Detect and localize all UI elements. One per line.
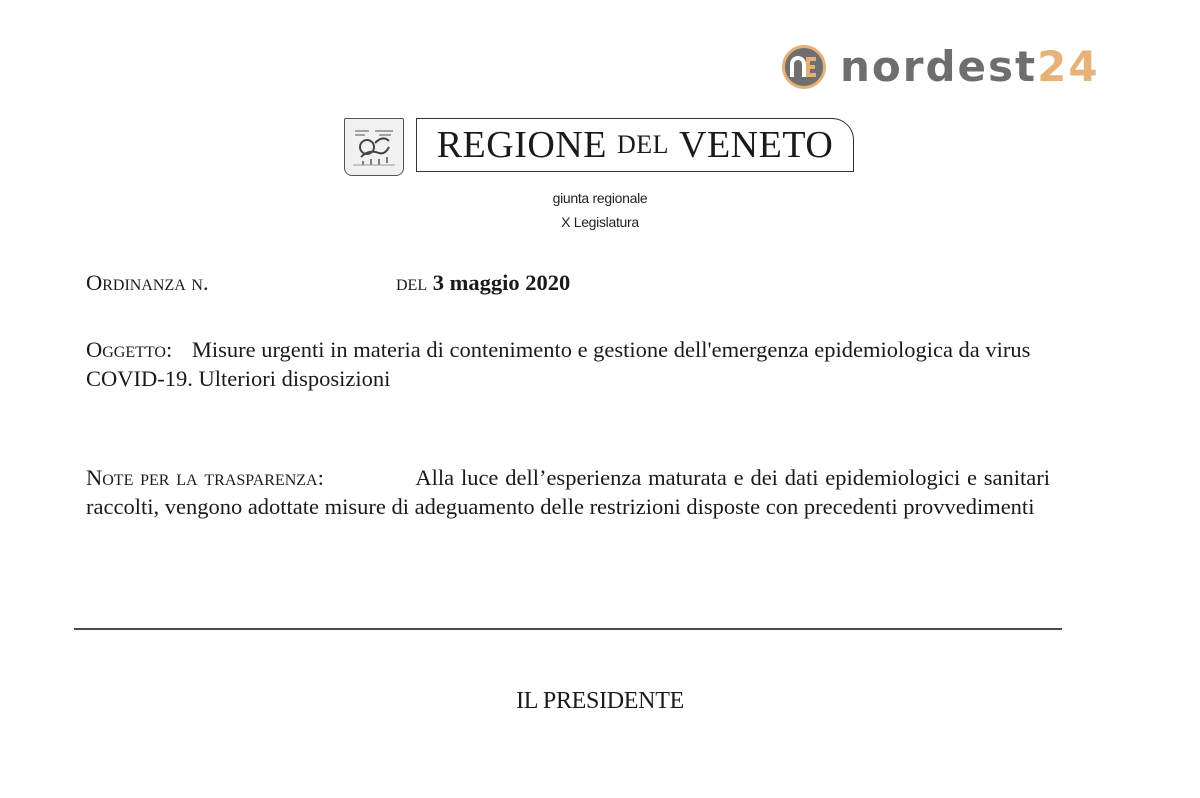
note-text: Alla luce dell’esperienza maturata e dei dati epidemiologici e sanitari raccolti, vengono adottate misure di adeguamento delle restrizioni disposte con precedenti provvedimenti — [86, 465, 1051, 519]
legislatura-label: X Legislatura — [561, 214, 639, 230]
section-divider — [74, 628, 1062, 630]
ordinanza-line — [86, 268, 571, 297]
nordest24-wordmark — [840, 42, 1100, 91]
signatory-heading: IL PRESIDENTE — [516, 688, 684, 714]
title-veneto: VENETO — [679, 124, 834, 166]
oggetto-paragraph — [86, 335, 1046, 393]
giunta-regionale-label: giunta regionale — [552, 190, 648, 206]
regione-veneto-header — [344, 118, 854, 176]
ordinanza-label: Ordinanza n. — [86, 270, 209, 295]
title-regione: REGIONE — [436, 124, 607, 166]
brand-main: nordest — [840, 42, 1038, 91]
title-del: DEL — [616, 130, 670, 159]
brand-accent: 24 — [1037, 42, 1100, 91]
regione-veneto-title — [416, 118, 854, 172]
date-field — [396, 268, 570, 297]
note-trasparenza-paragraph — [86, 463, 1050, 521]
nordest24-logo-icon — [782, 45, 826, 89]
note-label: Note per la trasparenza: — [86, 465, 324, 490]
nordest24-watermark — [782, 42, 1100, 92]
oggetto-label: Oggetto: — [86, 337, 173, 362]
oggetto-text: Misure urgenti in materia di contenimento e gestione dell'emergenza epidemiologica da virus COVID-19. Ulteriori disposizioni — [86, 337, 1031, 391]
ordinanza-date: 3 maggio 2020 — [432, 270, 571, 295]
del-label: del — [396, 270, 428, 295]
veneto-lion-emblem-icon — [344, 118, 404, 176]
